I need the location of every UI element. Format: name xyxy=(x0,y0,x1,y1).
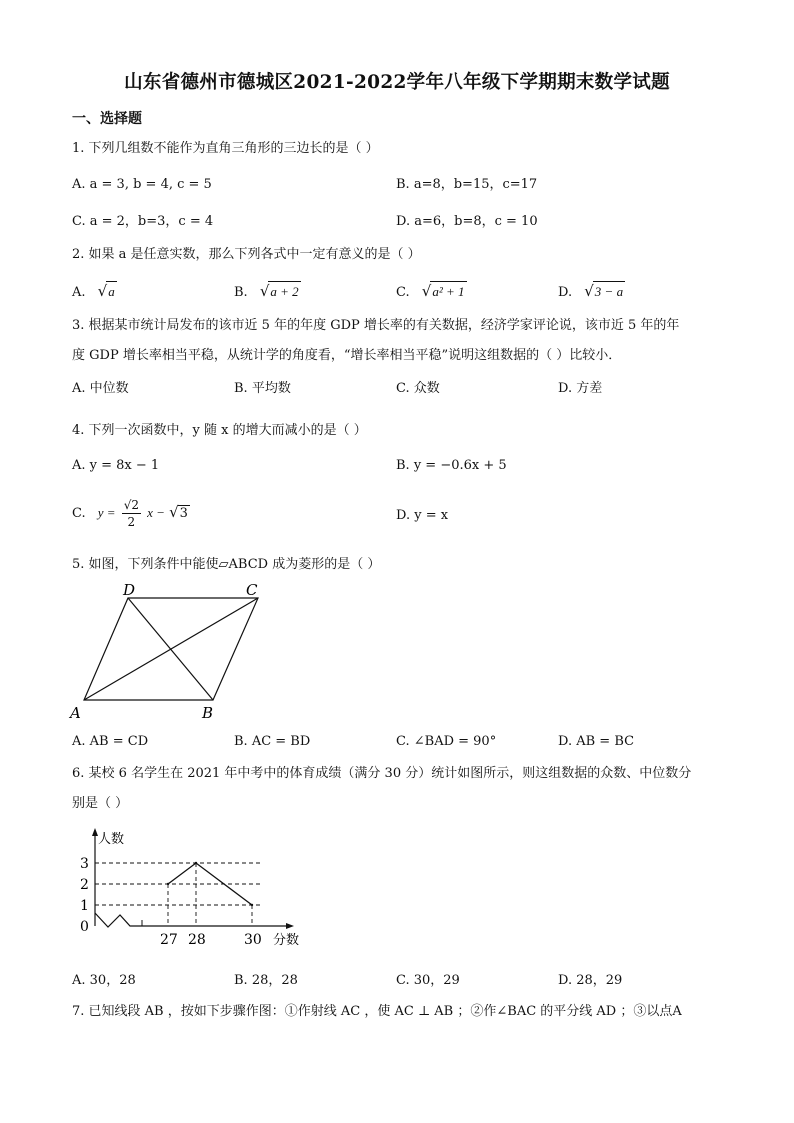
q2-option-d-label: D. xyxy=(558,285,573,300)
q1-option-b: B. a=8，b=15，c=17 xyxy=(396,177,538,192)
q4-option-c-pre: y = xyxy=(97,505,116,520)
q4-option-c-mid: x − xyxy=(147,505,165,520)
y-axis-label: 人数 xyxy=(98,832,125,847)
q3-option-d: D. 方差 xyxy=(558,381,603,396)
q4-option-c-root: 3 xyxy=(179,506,188,521)
vertex-label-b: B xyxy=(202,704,214,722)
y-tick-label-1: 1 xyxy=(80,898,89,914)
q4-option-c: C. y = $\frac{√2}{2}$ x − √3 xyxy=(72,498,188,529)
section-heading: 一、选择题 xyxy=(72,111,142,127)
y-tick-label-0: 0 xyxy=(80,919,89,935)
y-tick-label-3: 3 xyxy=(80,856,89,872)
data-point-30 xyxy=(251,904,253,906)
q5-option-b: B. AC = BD xyxy=(234,734,311,749)
q2-option-b: B. √a + 2 xyxy=(234,282,299,300)
q2-stem: 2. 如果 a 是任意实数，那么下列各式中一定有意义的是（ ） xyxy=(72,247,421,262)
q4-option-d: D. y = x xyxy=(396,508,449,523)
data-point-27 xyxy=(167,883,169,885)
data-point-28 xyxy=(195,862,197,864)
q1-stem: 1. 下列几组数不能作为直角三角形的三边长的是（ ） xyxy=(72,141,379,156)
diagonal-bd xyxy=(128,598,213,700)
q4-option-c-denominator: 2 xyxy=(127,515,136,529)
q2-option-a: A. √a xyxy=(72,282,115,300)
q4-option-b: B. y = −0.6x + 5 xyxy=(396,458,507,473)
q5-stem: 5. 如图，下列条件中能使▱ABCD 成为菱形的是（ ） xyxy=(72,557,381,572)
x-axis-break xyxy=(95,913,288,927)
q4-option-a: A. y = 8x − 1 xyxy=(72,458,160,473)
page-title: 山东省德州市德城区2021-2022学年八年级下学期期末数学试题 xyxy=(124,72,670,93)
q1-option-a: A. a = 3, b = 4, c = 5 xyxy=(72,177,212,192)
q2-option-c: C. √a² + 1 xyxy=(396,282,465,300)
vertex-label-c: C xyxy=(246,582,258,599)
q6-stem-line2: 别是（ ） xyxy=(72,796,129,811)
q2-option-b-expr: a + 2 xyxy=(268,281,300,302)
q4-option-c-label: C. xyxy=(72,506,86,521)
q6-option-a: A. 30，28 xyxy=(72,973,136,988)
q1-option-c: C. a = 2，b=3，c = 4 xyxy=(72,214,214,229)
q1-option-d: D. a=6，b=8，c = 10 xyxy=(396,214,538,229)
x-tick-label-28: 28 xyxy=(188,932,206,948)
parallelogram-figure xyxy=(68,582,268,722)
q2-option-d: D. √3 − a xyxy=(558,282,624,300)
x-tick-label-30: 30 xyxy=(244,932,262,948)
x-axis-arrow xyxy=(286,923,294,929)
q2-option-a-label: A. xyxy=(72,285,86,300)
q3-stem-line2: 度 GDP 增长率相当平稳，从统计学的角度看，“增长率相当平稳”说明这组数据的（ ）比较小． xyxy=(72,348,622,363)
q6-stem-line1: 6. 某校 6 名学生在 2021 年中考中的体育成绩（满分 30 分）统计如图所示，则这组数据的众数、中位数分 xyxy=(72,766,692,781)
q4-option-c-numerator: √2 xyxy=(123,498,139,512)
q2-option-a-expr: a xyxy=(106,281,117,302)
q4-stem: 4. 下列一次函数中，y 随 x 的增大而减小的是（ ） xyxy=(72,423,367,438)
q2-option-c-label: C. xyxy=(396,285,410,300)
vertex-label-d: D xyxy=(123,582,136,599)
q6-option-b: B. 28，28 xyxy=(234,973,298,988)
q6-option-c: C. 30，29 xyxy=(396,973,460,988)
q3-stem-line1: 3. 根据某市统计局发布的该市近 5 年的年度 GDP 增长率的有关数据，经济学家评论说，该市近 5 年的年 xyxy=(72,318,680,333)
q6-option-d: D. 28，29 xyxy=(558,973,623,988)
score-line-chart xyxy=(70,826,320,951)
q4-option-c-fraction xyxy=(122,497,141,530)
q5-option-d: D. AB = BC xyxy=(558,734,635,749)
x-tick-label-27: 27 xyxy=(160,932,178,948)
q3-option-a: A. 中位数 xyxy=(72,381,129,396)
q2-option-b-label: B. xyxy=(234,285,248,300)
q3-option-c: C. 众数 xyxy=(396,381,440,396)
q2-option-c-expr: a² + 1 xyxy=(430,281,466,302)
y-tick-label-2: 2 xyxy=(80,877,89,893)
q5-option-c: C. ∠BAD = 90° xyxy=(396,734,497,749)
x-axis-label: 分数 xyxy=(273,933,300,948)
q5-option-a: A. AB = CD xyxy=(72,734,149,749)
q7-stem: 7. 已知线段 AB ，按如下步骤作图：①作射线 AC ，使 AC ⊥ AB ；②作∠BAC 的平分线 AD ；③以点A xyxy=(72,1004,682,1019)
q2-option-d-expr: 3 − a xyxy=(593,281,625,302)
vertex-label-a: A xyxy=(70,704,81,722)
q3-option-b: B. 平均数 xyxy=(234,381,291,396)
